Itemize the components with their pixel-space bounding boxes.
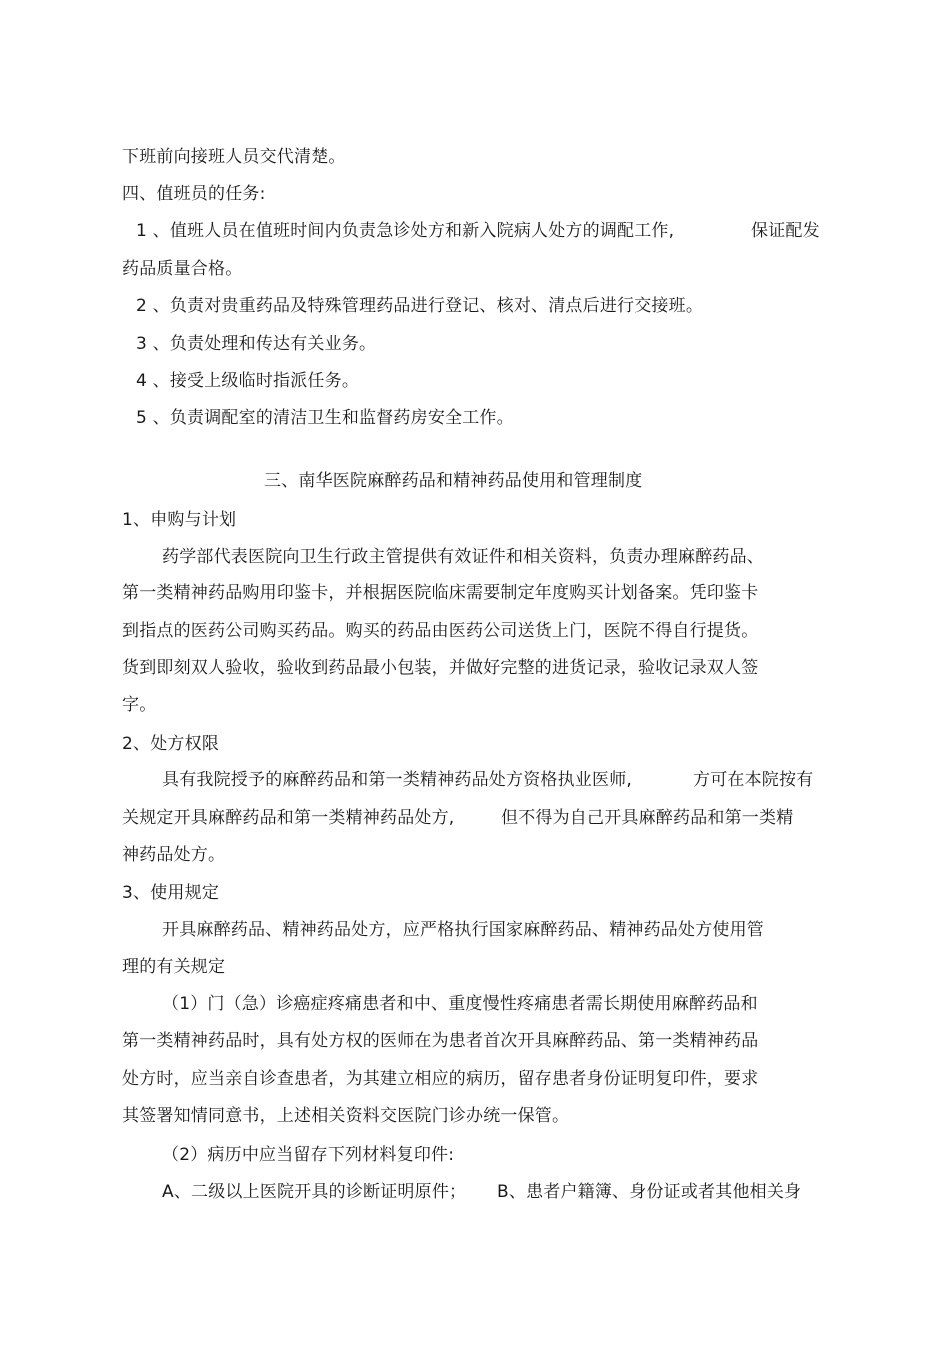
subsection-heading: 3、使用规定 [122, 883, 220, 903]
list-item: 4 、接受上级临时指派任务。 [136, 371, 360, 391]
text-line: 第一类精神药品时，具有处方权的医师在为患者首次开具麻醉药品、第一类精神药品 [122, 1031, 759, 1051]
text-line: 方可在本院按有 [693, 770, 814, 790]
list-item: 2 、负责对贵重药品及特殊管理药品进行登记、核对、清点后进行交接班。 [136, 296, 704, 316]
list-item: 3 、负责处理和传达有关业务。 [136, 334, 377, 354]
subsection-heading: 1、申购与计划 [122, 510, 237, 530]
text-line: 字。 [122, 695, 157, 715]
text-line: 药学部代表医院向卫生行政主管提供有效证件和相关资料，负责办理麻醉药品、 [162, 547, 764, 567]
section-title: 三、南华医院麻醉药品和精神药品使用和管理制度 [264, 471, 643, 491]
text-line: B、患者户籍簿、身份证或者其他相关身 [497, 1182, 802, 1202]
text-line: 货到即刻双人验收，验收到药品最小包装，并做好完整的进货记录，验收记录双人签 [122, 658, 759, 678]
text-line: 神药品处方。 [122, 845, 226, 865]
text-line: （2）病历中应当留存下列材料复印件: [162, 1145, 455, 1165]
list-item: 1 、值班人员在值班时间内负责急诊处方和新入院病人处方的调配工作, [136, 221, 675, 241]
subsection-heading: 2、处方权限 [122, 734, 220, 754]
text-line: 到指点的医药公司购买药品。购买的药品由医药公司送货上门，医院不得自行提货。 [122, 621, 759, 641]
text-line: 下班前向接班人员交代清楚。 [122, 147, 346, 167]
text-line: 其签署知情同意书，上述相关资料交医院门诊办统一保管。 [122, 1106, 570, 1126]
text-line: A、二级以上医院开具的诊断证明原件； [162, 1182, 467, 1202]
text-line: 处方时，应当亲自诊查患者，为其建立相应的病历，留存患者身份证明复印件，要求 [122, 1069, 759, 1089]
text-line: 药品质量合格。 [122, 259, 243, 279]
text-line: （1）门（急）诊癌症疼痛患者和中、重度慢性疼痛患者需长期使用麻醉药品和 [162, 994, 758, 1014]
text-line: 但不得为自己开具麻醉药品和第一类精 [501, 808, 794, 828]
section-heading: 四、值班员的任务: [122, 184, 266, 204]
text-line: 具有我院授予的麻醉药品和第一类精神药品处方资格执业医师, [162, 770, 633, 790]
text-line: 保证配发 [751, 221, 820, 241]
text-line: 理的有关规定 [122, 957, 226, 977]
text-line: 关规定开具麻醉药品和第一类精神药品处方, [122, 808, 455, 828]
text-line: 开具麻醉药品、精神药品处方，应严格执行国家麻醉药品、精神药品处方使用管 [162, 920, 764, 940]
text-line: 第一类精神药品购用印鉴卡，并根据医院临床需要制定年度购买计划备案。凭印鉴卡 [122, 583, 759, 603]
list-item: 5 、负责调配室的清洁卫生和监督药房安全工作。 [136, 408, 514, 428]
